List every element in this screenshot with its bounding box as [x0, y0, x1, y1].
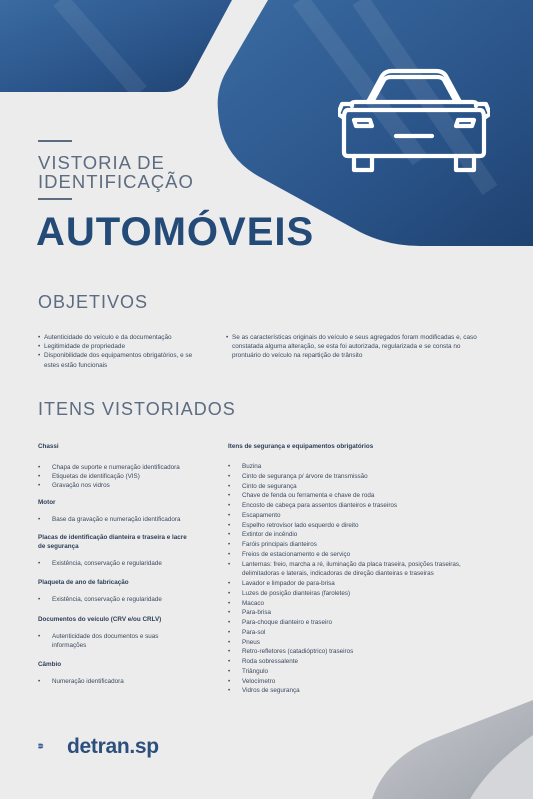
list-item: • Para-choque dianteiro e traseiro [228, 618, 490, 628]
list-item: • Escapamento [228, 511, 490, 521]
list-item: • Lavador e limpador de para-brisa [228, 579, 490, 589]
detran-logo-icon [38, 732, 66, 760]
list-item: • Lanternas: freio, marcha a ré, iluminação da placa traseira, posições traseiras, delimitadoras e laterais, indicadoras de direção dianteiras e traseiras [228, 560, 490, 580]
header-rule-top [38, 140, 72, 142]
list-item: • Chave de fenda ou ferramenta e chave de roda [228, 491, 490, 501]
group-list [38, 677, 213, 686]
group-title: Documentos do veículo (CRV e/ou CRLV) [38, 615, 162, 623]
list-item: • Autenticidade dos documentos e suas informações [38, 632, 178, 650]
list-item: • Legitimidade de propriedade [38, 342, 208, 351]
subtitle-line-2: IDENTIFICAÇÃO [38, 171, 194, 192]
subtitle-line-1: VISTORIA DE [38, 152, 165, 173]
car-front-outline-icon [338, 66, 490, 174]
list-item: • Freios de estacionamento e de serviço [228, 550, 490, 560]
list-item: • Autenticidade do veículo e da documentação [38, 333, 208, 342]
list-item: • Existência, conservação e regularidade [38, 595, 213, 604]
list-item: • Gravação nos vidros [38, 481, 213, 490]
list-item: • Para-brisa [228, 608, 490, 618]
list-item: • Base da gravação e numeração identificadora [38, 515, 213, 524]
list-item: • Luzes de posição dianteiras (faroletes) [228, 589, 490, 599]
list-item: • Chapa de suporte e numeração identificadora [38, 463, 213, 472]
itens-heading: ITENS VISTORIADOS [38, 399, 236, 419]
group-plaqueta [38, 578, 213, 604]
group-cambio [38, 660, 213, 686]
itens-left-column [38, 442, 213, 686]
list-item: • Etiquetas de identificação (VIS) [38, 472, 213, 481]
list-item: • Faróis principais dianteiros [228, 540, 490, 550]
list-item: • Triângulo [228, 667, 490, 677]
objetivos-right-list [226, 333, 484, 361]
list-item: • Existência, conservação e regularidade [38, 559, 213, 568]
group-title: Itens de segurança e equipamentos obrigatórios [228, 443, 374, 450]
group-list [228, 462, 490, 696]
page-subtitle [38, 153, 298, 191]
group-list [38, 595, 213, 604]
list-item: • Espelho retrovisor lado esquerdo e direito [228, 521, 490, 531]
list-item: • Disponibilidade dos equipamentos obrigatórios, e se estes estão funcionais [38, 351, 208, 369]
group-list [38, 515, 213, 524]
group-title: Plaqueta de ano de fabricação [38, 579, 129, 587]
list-item: • Pneus [228, 638, 490, 648]
page-title: AUTOMÓVEIS [36, 210, 315, 254]
group-title: Chassi [38, 443, 59, 450]
group-title: Câmbio [38, 660, 62, 668]
group-list [38, 632, 178, 650]
objetivos-left-list [38, 333, 208, 370]
group-chassi [38, 442, 213, 490]
itens-right-column [228, 442, 490, 696]
group-list [38, 559, 213, 568]
header-rule-bottom [38, 198, 72, 200]
list-item: • Retro-refletores (catadióptrico) traseiros [228, 647, 490, 657]
list-item: • Cinto de segurança p/ árvore de transmissão [228, 472, 490, 482]
detran-logo-text: detran.sp [67, 735, 159, 758]
list-item: • Buzina [228, 462, 490, 472]
list-item: • Cinto de segurança [228, 482, 490, 492]
list-item: • Numeração identificadora [38, 677, 213, 686]
group-motor [38, 498, 213, 524]
list-item: • Encosto de cabeça para assentos dianteiros e traseiros [228, 501, 490, 511]
top-left-band [0, 0, 232, 92]
group-documentos [38, 615, 213, 650]
group-placas [38, 533, 213, 568]
group-title: Motor [38, 499, 56, 507]
list-item: • Se as características originais do veículo e seus agregados foram modificadas e, caso constatada alguma alteração, se esta foi autorizada, regularizada e se consta no prontuário do veículo na repartição de trânsito [226, 333, 484, 361]
group-list [38, 463, 213, 490]
list-item: • Extintor de incêndio [228, 530, 490, 540]
list-item: • Vidros de segurança [228, 686, 490, 696]
list-item: • Macaco [228, 599, 490, 609]
list-item: • Para-sol [228, 628, 490, 638]
objetivos-heading: OBJETIVOS [38, 292, 149, 312]
group-title: Placas de identificação dianteira e traseira e lacre de segurança [38, 534, 187, 551]
list-item: • Velocímetro [228, 677, 490, 687]
list-item: • Roda sobressalente [228, 657, 490, 667]
